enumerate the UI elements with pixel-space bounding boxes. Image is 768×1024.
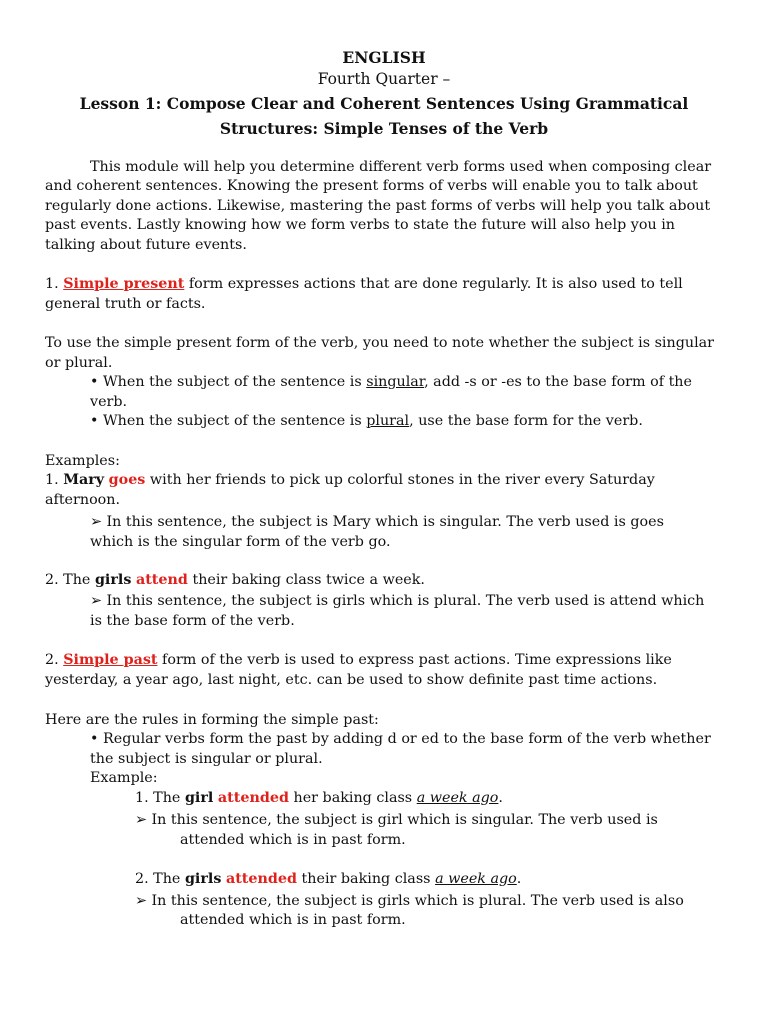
- examples-heading: Examples:: [45, 453, 120, 469]
- bullet-text: • When the subject of the sentence is: [90, 374, 367, 390]
- example-subject: girls: [184, 871, 222, 887]
- item-number: 1.: [45, 276, 64, 292]
- example-text: their baking class: [297, 871, 436, 887]
- lesson-title-line2: Structures: Simple Tenses of the Verb: [219, 119, 549, 138]
- example-text: 2. The: [135, 871, 185, 887]
- definition-text: form expresses actions that are done regularly. It is also used to tell: [184, 276, 683, 292]
- intro-line: and coherent sentences. Knowing the present forms of verbs will enable you to talk about: [45, 178, 698, 194]
- past-example-2: [135, 870, 521, 889]
- example-subject: Mary: [63, 472, 105, 488]
- example-text: .: [516, 871, 522, 887]
- subject-title: ENGLISH: [342, 48, 426, 67]
- example-text: their baking class twice a week.: [187, 572, 425, 588]
- bullet-plural: [90, 412, 643, 431]
- simple-past-definition: [45, 651, 672, 670]
- example-text: 2. The: [45, 572, 95, 588]
- example-text: 1. The: [135, 790, 185, 806]
- bullet-regular-verbs-line2: the subject is singular or plural.: [90, 751, 323, 767]
- time-expression: a week ago: [435, 871, 517, 887]
- example-1-note-line2: which is the singular form of the verb go.: [90, 534, 391, 550]
- example-verb: attended: [217, 790, 289, 806]
- example-verb: attend: [135, 572, 188, 588]
- definition-text-line2: general truth or facts.: [45, 296, 206, 312]
- plural-term: plural: [366, 413, 410, 429]
- example-text: .: [498, 790, 503, 806]
- simple-present-definition: [45, 275, 683, 294]
- example-1-note: ➢ In this sentence, the subject is Mary which is singular. The verb used is goes: [90, 514, 664, 530]
- example-1-line2: afternoon.: [45, 492, 121, 508]
- example-number: 1.: [45, 472, 64, 488]
- bullet-singular-line2: verb.: [90, 394, 128, 410]
- past-example-1-note-line2: attended which is in past form.: [180, 832, 406, 848]
- intro-line: talking about future events.: [45, 237, 247, 253]
- item-number: 2.: [45, 652, 64, 668]
- example-verb: attended: [225, 871, 297, 887]
- intro-line: regularly done actions. Likewise, mastering the past forms of verbs will help you talk about: [45, 198, 711, 214]
- bullet-text: , use the base form for the verb.: [409, 413, 643, 429]
- quarter-label: Fourth Quarter –: [317, 70, 451, 88]
- bullet-text: , add -s or -es to the base form of the: [424, 374, 692, 390]
- bullet-singular: [90, 373, 692, 392]
- time-expression: a week ago: [416, 790, 499, 806]
- bullet-text: • When the subject of the sentence is: [90, 413, 367, 429]
- example-subject: girls: [94, 572, 132, 588]
- past-example-1: [135, 789, 503, 808]
- intro-line: This module will help you determine different verb forms used when composing clear: [90, 159, 712, 175]
- example-2: [45, 571, 425, 590]
- rule-text-line2: or plural.: [45, 355, 113, 371]
- example-text: her baking class: [288, 790, 417, 806]
- example-verb: goes: [108, 472, 146, 488]
- simple-past-term: Simple past: [63, 652, 158, 668]
- simple-present-term: Simple present: [63, 276, 185, 292]
- intro-line: past events. Lastly knowing how we form verbs to state the future will also help you in: [45, 217, 675, 233]
- lesson-title-line1: Lesson 1: Compose Clear and Coherent Sentences Using Grammatical: [79, 94, 689, 113]
- rules-heading: Here are the rules in forming the simple past:: [45, 712, 379, 728]
- bullet-regular-verbs: • Regular verbs form the past by adding d or ed to the base form of the verb whether: [90, 731, 711, 747]
- past-example-2-note-line2: attended which is in past form.: [180, 912, 406, 928]
- example-label: Example:: [90, 770, 158, 786]
- example-2-note-line2: is the base form of the verb.: [90, 613, 295, 629]
- past-example-2-note: ➢ In this sentence, the subject is girls which is plural. The verb used is also: [135, 893, 684, 909]
- example-text: with her friends to pick up colorful stones in the river every Saturday: [145, 472, 655, 488]
- example-subject: girl: [184, 790, 214, 806]
- singular-term: singular: [366, 374, 425, 390]
- definition-text-line2: yesterday, a year ago, last night, etc. can be used to show definite past time actions.: [45, 672, 658, 688]
- definition-text: form of the verb is used to express past actions. Time expressions like: [157, 652, 672, 668]
- rule-text: To use the simple present form of the verb, you need to note whether the subject is singular: [45, 335, 715, 351]
- example-2-note: ➢ In this sentence, the subject is girls which is plural. The verb used is attend which: [90, 593, 705, 609]
- example-1: [45, 471, 655, 490]
- past-example-1-note: ➢ In this sentence, the subject is girl which is singular. The verb used is: [135, 812, 658, 828]
